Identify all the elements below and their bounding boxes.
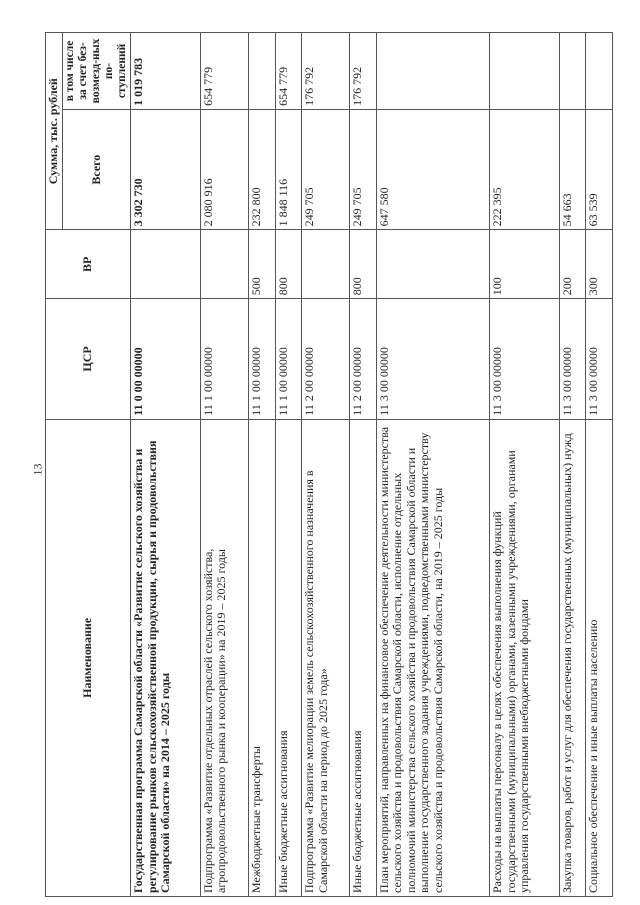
row-vr-cell: 500 <box>249 230 276 299</box>
table-row <box>302 33 350 897</box>
table-row <box>559 33 586 897</box>
table-row <box>131 33 201 897</box>
row-vr-cell <box>200 230 248 299</box>
row-total-cell: 3 302 730 <box>131 109 201 229</box>
row-vr-cell: 200 <box>559 230 586 299</box>
row-free-cell: 1 019 783 <box>131 33 201 110</box>
table-row <box>586 33 613 897</box>
row-csr-cell: 11 1 00 00000 <box>275 299 302 419</box>
row-total-cell: 222 395 <box>490 109 560 229</box>
row-name-cell: Межбюджетные трансферты <box>249 419 276 896</box>
table-row <box>490 33 560 897</box>
page-number: 13 <box>30 463 45 476</box>
header-name: Наименование <box>46 419 131 896</box>
header-total: Всего <box>63 109 131 229</box>
row-vr-cell: 300 <box>586 230 613 299</box>
row-csr-cell: 11 2 00 00000 <box>350 299 377 419</box>
row-free-cell <box>559 33 586 110</box>
row-total-cell: 54 663 <box>559 109 586 229</box>
header-csr: ЦСР <box>46 299 131 419</box>
row-name-cell: Иные бюджетные ассигнования <box>275 419 302 896</box>
row-free-cell <box>586 33 613 110</box>
row-csr-cell: 11 1 00 00000 <box>200 299 248 419</box>
row-name-cell: Подпрограмма «Развитие отдельных отраслей сельского хозяйства, агропродовольственного рынка и кооперации» на 2019 – 2025 годы <box>200 419 248 896</box>
row-name-cell: Закупка товаров, работ и услуг для обеспечения государственных (муниципальных) нужд <box>559 419 586 896</box>
row-csr-cell: 11 1 00 00000 <box>249 299 276 419</box>
row-name-cell: Расходы на выплаты персоналу в целях обеспечения выполнения функций государственными (муниципальными) органами, казенными учреждениями, органами управления государственными внебюджетными фондами <box>490 419 560 896</box>
row-vr-cell <box>376 230 489 299</box>
table-body <box>131 33 613 897</box>
row-vr-cell: 800 <box>275 230 302 299</box>
row-csr-cell: 11 3 00 00000 <box>490 299 560 419</box>
row-vr-cell <box>131 230 201 299</box>
table-row <box>249 33 276 897</box>
row-csr-cell: 11 2 00 00000 <box>302 299 350 419</box>
header-free: в том числе за счет без-возмезд-ных по-ступлений <box>63 33 131 110</box>
row-name-cell: Социальное обеспечение и иные выплаты населению <box>586 419 613 896</box>
row-name-cell: План мероприятий, направленных на финансовое обеспечение деятельности министерства сельского хозяйства и продовольствия Самарской области, исполнение отдельных полномочий министерства сельского хозяйства и продовольствия Самарской области и выполнение государственного задания учреждениями, подведомственными министерству сельского хозяйства и продовольствия Самарской области, на 2019 – 2025 годы <box>376 419 489 896</box>
row-vr-cell: 800 <box>350 230 377 299</box>
header-sum-group: Сумма, тыс. рублей <box>46 33 63 230</box>
row-vr-cell <box>302 230 350 299</box>
budget-table <box>45 32 613 897</box>
rotated-table-container <box>45 32 613 897</box>
row-total-cell: 249 705 <box>350 109 377 229</box>
row-name-cell: Подпрограмма «Развитие мелиорации земель сельскохозяйственного назначения в Самарской области на период до 2025 года» <box>302 419 350 896</box>
row-free-cell: 654 779 <box>200 33 248 110</box>
row-free-cell <box>249 33 276 110</box>
row-total-cell: 232 800 <box>249 109 276 229</box>
row-total-cell: 63 539 <box>586 109 613 229</box>
table-row <box>275 33 302 897</box>
row-vr-cell: 100 <box>490 230 560 299</box>
row-free-cell: 654 779 <box>275 33 302 110</box>
row-free-cell <box>376 33 489 110</box>
table-row <box>376 33 489 897</box>
row-free-cell: 176 792 <box>350 33 377 110</box>
table-row <box>350 33 377 897</box>
row-total-cell: 249 705 <box>302 109 350 229</box>
row-free-cell: 176 792 <box>302 33 350 110</box>
row-csr-cell: 11 3 00 00000 <box>559 299 586 419</box>
row-csr-cell: 11 3 00 00000 <box>376 299 489 419</box>
row-total-cell: 1 848 116 <box>275 109 302 229</box>
row-total-cell: 2 080 916 <box>200 109 248 229</box>
row-name-cell: Государственная программа Самарской области «Развитие сельского хозяйства и регулирование рынков сельскохозяйственной продукции, сырья и продовольствия Самарской области» на 2014 – 2025 годы <box>131 419 201 896</box>
header-vr: ВР <box>46 230 131 299</box>
row-name-cell: Иные бюджетные ассигнования <box>350 419 377 896</box>
row-free-cell <box>490 33 560 110</box>
row-total-cell: 647 580 <box>376 109 489 229</box>
header-row-1 <box>46 33 63 897</box>
row-csr-cell: 11 0 00 00000 <box>131 299 201 419</box>
table-row <box>200 33 248 897</box>
row-csr-cell: 11 3 00 00000 <box>586 299 613 419</box>
